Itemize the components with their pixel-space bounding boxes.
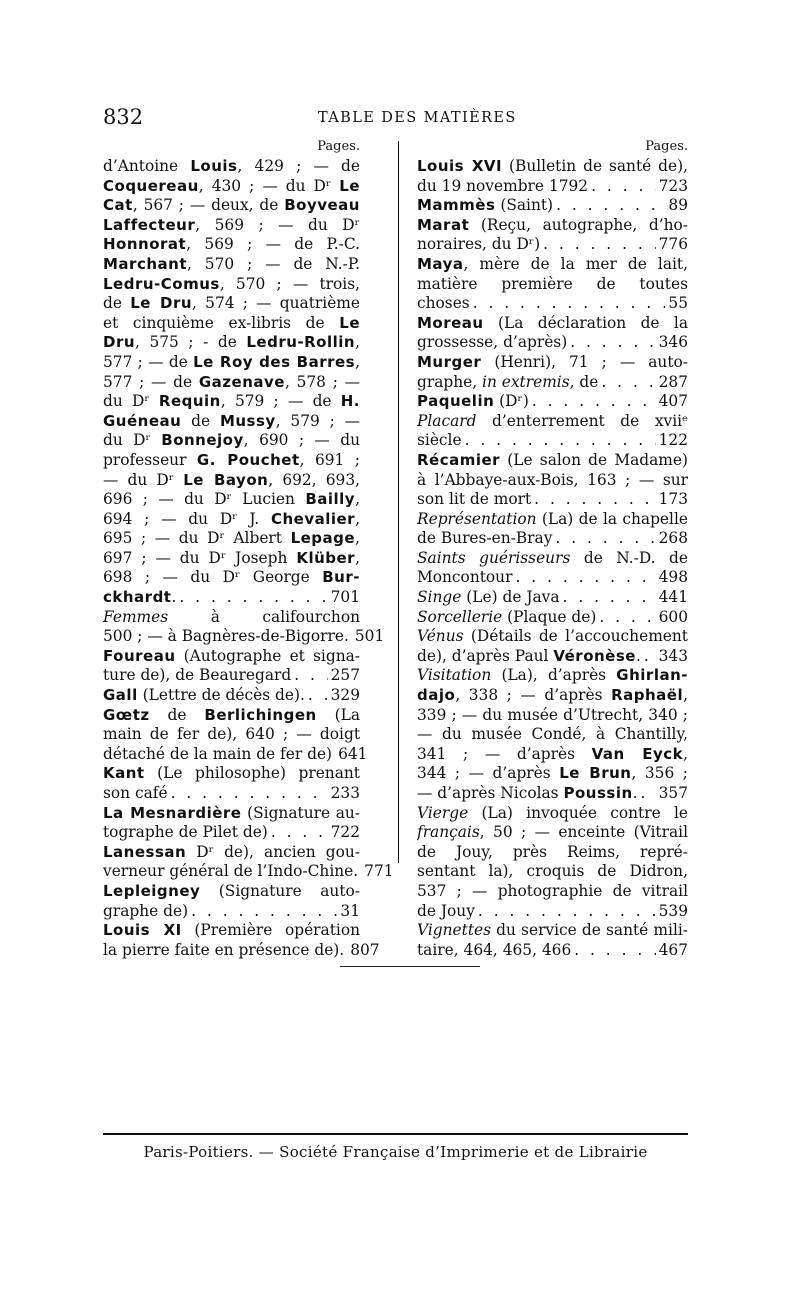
entry-line-with-page: détaché de la main de fer de) 641: [103, 744, 368, 763]
entry-line-with-page: taire, 464, 465, 466 . . . 467: [417, 941, 688, 961]
index-entry: [103, 157, 360, 608]
page-reference: 807: [350, 940, 380, 959]
index-entry: [417, 314, 688, 353]
page-reference: 346: [658, 333, 688, 352]
page-reference: 498: [658, 568, 688, 587]
entry-line-with-page: ture de), de Beauregard . . . 257: [103, 666, 360, 686]
page-reference: 539: [658, 901, 688, 920]
index-entry: [417, 412, 688, 451]
page-reference: 343: [658, 646, 688, 665]
page-reference: 723: [658, 176, 688, 195]
index-entry: [417, 804, 688, 922]
index-entry: [417, 157, 688, 196]
page-reference: 257: [330, 666, 360, 685]
entry-line-with-page: Singe (Le) de Java . . . 441: [417, 588, 688, 608]
entry-line: main de fer de), 640 ; — doigt: [103, 725, 360, 744]
entry-line: Moreau (La déclaration de la: [417, 313, 688, 332]
entry-line-with-page: son lit de mort . . . 173: [417, 490, 688, 510]
entry-line: Laffecteur, 569 ; — du Dʳ: [103, 215, 360, 234]
entry-line: Coquereau, 430 ; — du Dʳ Le: [103, 176, 360, 195]
leader-dots: [599, 608, 655, 628]
page-reference: 173: [658, 490, 688, 509]
leader-dots: [171, 784, 328, 804]
page-reference: 722: [330, 823, 360, 842]
entry-line-with-page: ckhardt. . . . 701: [103, 588, 360, 608]
entry-line: Placard d’enterrement de xviiᵉ: [417, 411, 688, 430]
entry-line: Murger (Henri), 71 ; — auto-: [417, 352, 688, 371]
index-entry: [417, 549, 688, 588]
entry-line-with-page: Gall (Lettre de décès de). . . . 329: [103, 686, 360, 706]
index-entry: [417, 608, 688, 628]
leader-dots: [179, 588, 327, 608]
pages-label: Pages.: [317, 139, 360, 154]
index-entry: [103, 882, 360, 921]
entry-line: Vénus (Détails de l’accouchement: [417, 627, 688, 646]
entry-line-with-page: graphe, in extremis, de . . . 287: [417, 373, 688, 393]
page-reference: 89: [668, 196, 688, 215]
index-column-left: [103, 138, 394, 960]
entry-line-with-page: graphe de) . . . 31: [103, 902, 360, 922]
leader-dots: [574, 941, 655, 961]
leader-dots: [570, 333, 655, 353]
entry-line: Lepleigney (Signature auto-: [103, 881, 360, 900]
entry-line-with-page: noraires, du Dʳ) . . . 776: [417, 235, 688, 255]
leader-dots: [465, 431, 656, 451]
entry-line: 577 ; — de Le Roy des Barres,: [103, 352, 360, 371]
entry-line-with-page: Mammès (Saint) . . . 89: [417, 196, 688, 216]
index-entry: [103, 647, 360, 686]
entry-line: Lanessan Dʳ de), ancien gou-: [103, 842, 360, 861]
page-reference: 287: [658, 372, 688, 391]
entry-line: Kant (Le philosophe) prenant: [103, 764, 360, 783]
index-column-right: [417, 138, 688, 960]
entry-line: de Jouy, près Reims, repré-: [417, 842, 688, 861]
leader-dots: [534, 490, 655, 510]
entry-line: 344 ; — d’après Le Brun, 356 ;: [417, 764, 688, 783]
entry-line: 696 ; — du Dʳ Lucien Bailly,: [103, 490, 360, 509]
leader-dots: [555, 529, 655, 549]
entry-line: Vignettes du service de santé mili-: [417, 921, 688, 940]
leader-dots: [473, 294, 666, 314]
entry-line: et cinquième ex-libris de Le: [103, 313, 360, 332]
index-entry: [417, 451, 688, 510]
running-title: TABLE DES MATIÈRES: [318, 110, 517, 126]
page-reference: 268: [658, 529, 688, 548]
page-reference: 233: [330, 784, 360, 802]
entry-line-with-page: Moncontour . . . 498: [417, 568, 688, 588]
page-reference: 701: [330, 588, 360, 607]
entry-line: Visitation (La), d’après Ghirlan-: [417, 666, 688, 685]
page-reference: 441: [658, 588, 688, 607]
page-number: 832: [103, 105, 144, 129]
index-entry: [417, 921, 688, 960]
page-reference: 501: [354, 627, 385, 646]
index-entry: [417, 255, 688, 314]
entry-line: du Dʳ Requin, 579 ; — de H.: [103, 392, 360, 411]
entry-line-with-page: son café . . . 233: [103, 784, 360, 804]
index-entry: [103, 842, 394, 882]
entry-line: Foureau (Autographe et signa-: [103, 646, 360, 665]
leader-dots: [641, 784, 656, 804]
entry-line-with-page: du 19 novembre 1792 . . . 723: [417, 177, 688, 197]
entry-line: Louis XI (Première opération: [103, 921, 360, 940]
entry-line: Cat, 567 ; — deux, de Boyveau: [103, 196, 360, 215]
entry-line: Maya, mère de la mer de lait,: [417, 254, 688, 273]
leader-dots: [478, 902, 656, 922]
index-entry: [417, 196, 688, 216]
index-entry: [103, 705, 368, 765]
entry-line: dajo, 338 ; — d’après Raphaël,: [417, 686, 688, 705]
entry-line: du Dʳ Bonnejoy, 690 ; — du: [103, 431, 360, 450]
entry-line-with-page: la pierre faite en présence de). 807: [103, 940, 380, 959]
entry-line: — du musée Condé, à Chantilly,: [417, 725, 688, 744]
index-entry: [103, 804, 360, 843]
entry-line: professeur G. Pouchet, 691 ;: [103, 450, 360, 469]
leader-dots: [308, 686, 328, 706]
page-reference: 407: [658, 392, 688, 411]
column-divider: [398, 141, 399, 863]
entry-line: matière première de toutes: [417, 274, 688, 293]
index-entry: [417, 216, 688, 255]
page-reference: 776: [658, 235, 688, 254]
entry-line: Saints guérisseurs de N.-D. de: [417, 548, 688, 567]
leader-dots: [294, 666, 327, 686]
index-entry: [103, 764, 360, 803]
entry-line: Honnorat, 569 ; — de P.-C.: [103, 235, 360, 254]
index-entry: [417, 353, 688, 392]
leader-dots: [591, 177, 656, 197]
entry-line-with-page: de Jouy . . . 539: [417, 902, 688, 922]
entry-line: à l’Abbaye-aux-Bois, 163 ; — sur: [417, 470, 688, 489]
entry-line: 577 ; — de Gazenave, 578 ; —: [103, 372, 360, 391]
entry-line-with-page: — d’après Nicolas Poussin. . . . 357: [417, 784, 688, 804]
entry-line-with-page: Paquelin (Dʳ) . . . 407: [417, 392, 688, 412]
entry-line: Représentation (La) de la chapelle: [417, 509, 688, 528]
leader-dots: [515, 568, 655, 588]
entry-line: Marchant, 570 ; — de N.-P.: [103, 254, 360, 273]
pages-label: Pages.: [645, 139, 688, 154]
entry-line: Marat (Reçu, autographe, d’ho-: [417, 215, 688, 234]
leader-dots: [191, 902, 337, 922]
entry-line-with-page: de Bures-en-Bray . . . 268: [417, 529, 688, 549]
entry-line: Guéneau de Mussy, 579 ; —: [103, 411, 360, 430]
index-entry: [417, 392, 688, 412]
index-entry: [417, 588, 688, 608]
entry-line: 697 ; — du Dʳ Joseph Klüber,: [103, 548, 360, 567]
leader-dots: [543, 235, 655, 255]
entry-line-with-page: 500 ; — à Bagnères-de-Bigorre. 501: [103, 627, 385, 646]
entry-line: Ledru-Comus, 570 ; — trois,: [103, 274, 360, 293]
page-reference: 122: [658, 431, 688, 450]
page-reference: 600: [658, 607, 688, 626]
entry-line: Louis XVI (Bulletin de santé de),: [417, 157, 688, 175]
entry-line: 341 ; — d’après Van Eyck,: [417, 744, 688, 763]
entry-line: 537 ; — photographie de vitrail: [417, 881, 688, 900]
entry-line-with-page: de), d’après Paul Véronèse. . . . 343: [417, 647, 688, 667]
entry-line: français, 50 ; — enceinte (Vitrail: [417, 823, 688, 842]
index-entry: [417, 666, 688, 803]
entry-line-with-page: tographe de Pilet de) . . . 722: [103, 823, 360, 843]
entry-line: Récamier (Le salon de Madame): [417, 450, 688, 469]
page-reference: 31: [340, 901, 360, 920]
index-entry: [103, 607, 385, 647]
index-entry: [417, 510, 688, 549]
section-end-rule: [340, 966, 480, 967]
leader-dots: [271, 823, 328, 843]
entry-line-with-page: Sorcellerie (Plaque de) . . . 600: [417, 608, 688, 628]
leader-dots: [601, 373, 655, 393]
entry-line: — du Dʳ Le Bayon, 692, 693,: [103, 470, 360, 489]
index-entry: [103, 686, 360, 706]
page-reference: 641: [338, 744, 368, 763]
entry-line: sentant la), croquis de Didron,: [417, 862, 688, 881]
entry-line: 695 ; — du Dʳ Albert Lepage,: [103, 529, 360, 548]
leader-dots: [556, 196, 665, 216]
page-reference: 467: [658, 940, 688, 959]
page-reference: 55: [668, 294, 688, 313]
leader-dots: [563, 588, 656, 608]
entry-line-with-page: grossesse, d’après) . . . 346: [417, 333, 688, 353]
index-entry: [103, 921, 380, 960]
entry-line: 698 ; — du Dʳ George Bur-: [103, 568, 360, 587]
entry-line: Dru, 575 ; - de Ledru-Rollin,: [103, 333, 360, 352]
entry-line-with-page: choses . . . 55: [417, 294, 688, 314]
entry-line: Gœtz de Berlichingen (La: [103, 705, 360, 724]
page-reference: 357: [658, 784, 688, 802]
entry-line-with-page: verneur général de l’Indo-Chine. 771: [103, 862, 394, 881]
printer-imprint: Paris-Poitiers. — Société Française d’Imprimerie et de Librairie: [143, 1143, 648, 1161]
footer-rule: [103, 1133, 688, 1135]
page-reference: 771: [364, 862, 394, 881]
entry-line: de Le Dru, 574 ; — quatrième: [103, 294, 360, 313]
index-entry: [417, 627, 688, 666]
leader-dots: [532, 392, 656, 412]
leader-dots: [644, 647, 656, 667]
entry-line: Vierge (La) invoquée contre le: [417, 803, 688, 822]
entry-line: 339 ; — du musée d’Utrecht, 340 ;: [417, 705, 688, 724]
entry-line: La Mesnardière (Signature au-: [103, 803, 360, 822]
entry-line: Femmes à califourchon: [103, 607, 360, 626]
entry-line: 694 ; — du Dʳ J. Chevalier,: [103, 509, 360, 528]
entry-line-with-page: siècle . . . 122: [417, 431, 688, 451]
page-reference: 329: [330, 686, 360, 705]
entry-line: d’Antoine Louis, 429 ; — de: [103, 157, 360, 175]
